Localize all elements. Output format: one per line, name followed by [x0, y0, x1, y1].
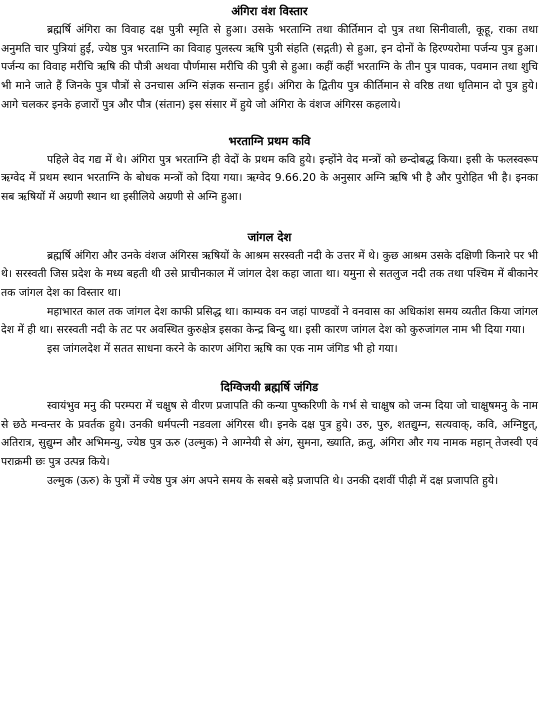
paragraph: उल्मुक (ऊरु) के पुत्रों में ज्येष्ठ पुत्र अंग अपने समय के सबसे बड़े प्रजापति थे। उनकी दशवीं पीढ़ी में दक्ष प्रजापति हुये।: [47, 473, 499, 487]
paragraph: स्वायंभुव मनु की परम्परा में चक्षुष से वीरण प्रजापति की कन्या पुष्करिणी के गर्भ से चाक्षुष को जन्म दिया जो चाक्षुषमनु के नाम से छठे मन्वन्तर के प्रवर्तक हुये। उनकी धर्मपत्नी नडवला अंगिरस थी। इनके दक्ष पुत्र हुये। उरु, पुरु, शतद्युम्न, सत्यवाक्, कवि, अग्निष्टुत्, अतिरात्र, सुद्युम्न और अभिमन्यु, ज्येष्ठ पुत्र ऊरु (उल्मुक) ने आग्नेयी से अंग, सुमना, ख्याति, क्रतु, अंगिरा और गय नामक महान् तेजस्वी एवं पराक्रमी छः पुत्र उत्पन्न किये।: [1, 398, 538, 468]
section-digvijayi-jangid: [1, 378, 538, 491]
paragraph: महाभारत काल तक जांगल देश काफी प्रसिद्ध था। काम्यक वन जहां पाण्डवों ने वनवास का अधिकांश समय व्यतीत किया जांगल देश में ही था। सरस्वती नदी के तट पर अवस्थित कुरुक्षेत्र इसका केन्द्र बिन्दु था। इसी कारण जांगल देश को कुरुजांगल नाम भी दिया गया।: [1, 304, 538, 337]
paragraph: ब्रह्मर्षि अंगिरा का विवाह दक्ष पुत्री स्मृति से हुआ। उसके भरताग्नि तथा कीर्तिमान दो पुत्र तथा सिनीवाली, कूहू, राका तथा अनुमति चार पुत्रियां हुईं, ज्येष्ठ पुत्र भरताग्नि का विवाह पुलस्त्य ऋषि पुत्री संहति (सद्गती) से हुआ, इन दोनों के हिरण्यरोमा पर्जन्य पुत्र हुआ। पर्जन्य का विवाह मरीचि ऋषि की पौत्री अथवा पौर्णमास मरीचि की पुत्री से हुआ। कहीं कहीं भरताग्नि के तीन पुत्र पावक, पवमान तथा शुचि भी माने जाते हैं जिनके पुत्र पौत्रों से उनचास अग्नि संज्ञक सन्तान हुई। अंगिरा के द्वितीय पुत्र कीर्तिमान से वरिष्ठ तथा धृतिमान दो पुत्र हुये। आगे चलकर इनके हजारों पुत्र और पौत्र (संतान) इस संसार में हुये जो अंगिरा के वंशज अंगिरस कहलाये।: [1, 23, 538, 111]
section-heading: भरताग्नि प्रथम कवि: [228, 133, 311, 148]
section-heading: अंगिरा वंश विस्तार: [231, 4, 308, 18]
section-angira-vansh: [1, 2, 538, 115]
paragraph: इस जांगलदेश में सतत साधना करने के कारण अंगिरा ऋषि का एक नाम जंगिड भी हो गया।: [47, 342, 398, 356]
section-heading: जांगल देश: [247, 229, 292, 244]
paragraph: पहिले वेद गद्य में थे। अंगिरा पुत्र भरताग्नि ही वेदों के प्रथम कवि हुये। इन्होंने वेद मन्त्रों को छन्दोबद्ध किया। इसी के फलस्वरूप ऋग्वेद में प्रथम स्थान भरताग्नि के बोधक मन्त्रों को दिया गया। ऋग्वेद 9.66.20 के अनुसार अग्नि ऋषि भी है और पुरोहित भी है। इनका सब ऋषियों में अग्रणी स्थान था इसीलिये अग्रणी से अग्नि हुआ।: [1, 152, 538, 203]
section-bharatagni: [1, 132, 538, 207]
section-jangal-desh: [1, 228, 538, 359]
section-heading: दिग्विजयी ब्रह्मर्षि जंगिड: [220, 379, 319, 394]
paragraph: ब्रह्मर्षि अंगिरा और उनके वंशज अंगिरस ऋषियों के आश्रम सरस्वती नदी के उत्तर में थे। कुछ आश्रम उसके दक्षिणी किनारे पर भी थे। सरस्वती जिस प्रदेश के मध्य बहती थी उसे प्राचीनकाल में जांगल देश कहा जाता था। यमुना से सतलुज नदी तक तथा पश्चिम में बीकानेर तक जांगल देश का विस्तार था।: [1, 248, 538, 300]
